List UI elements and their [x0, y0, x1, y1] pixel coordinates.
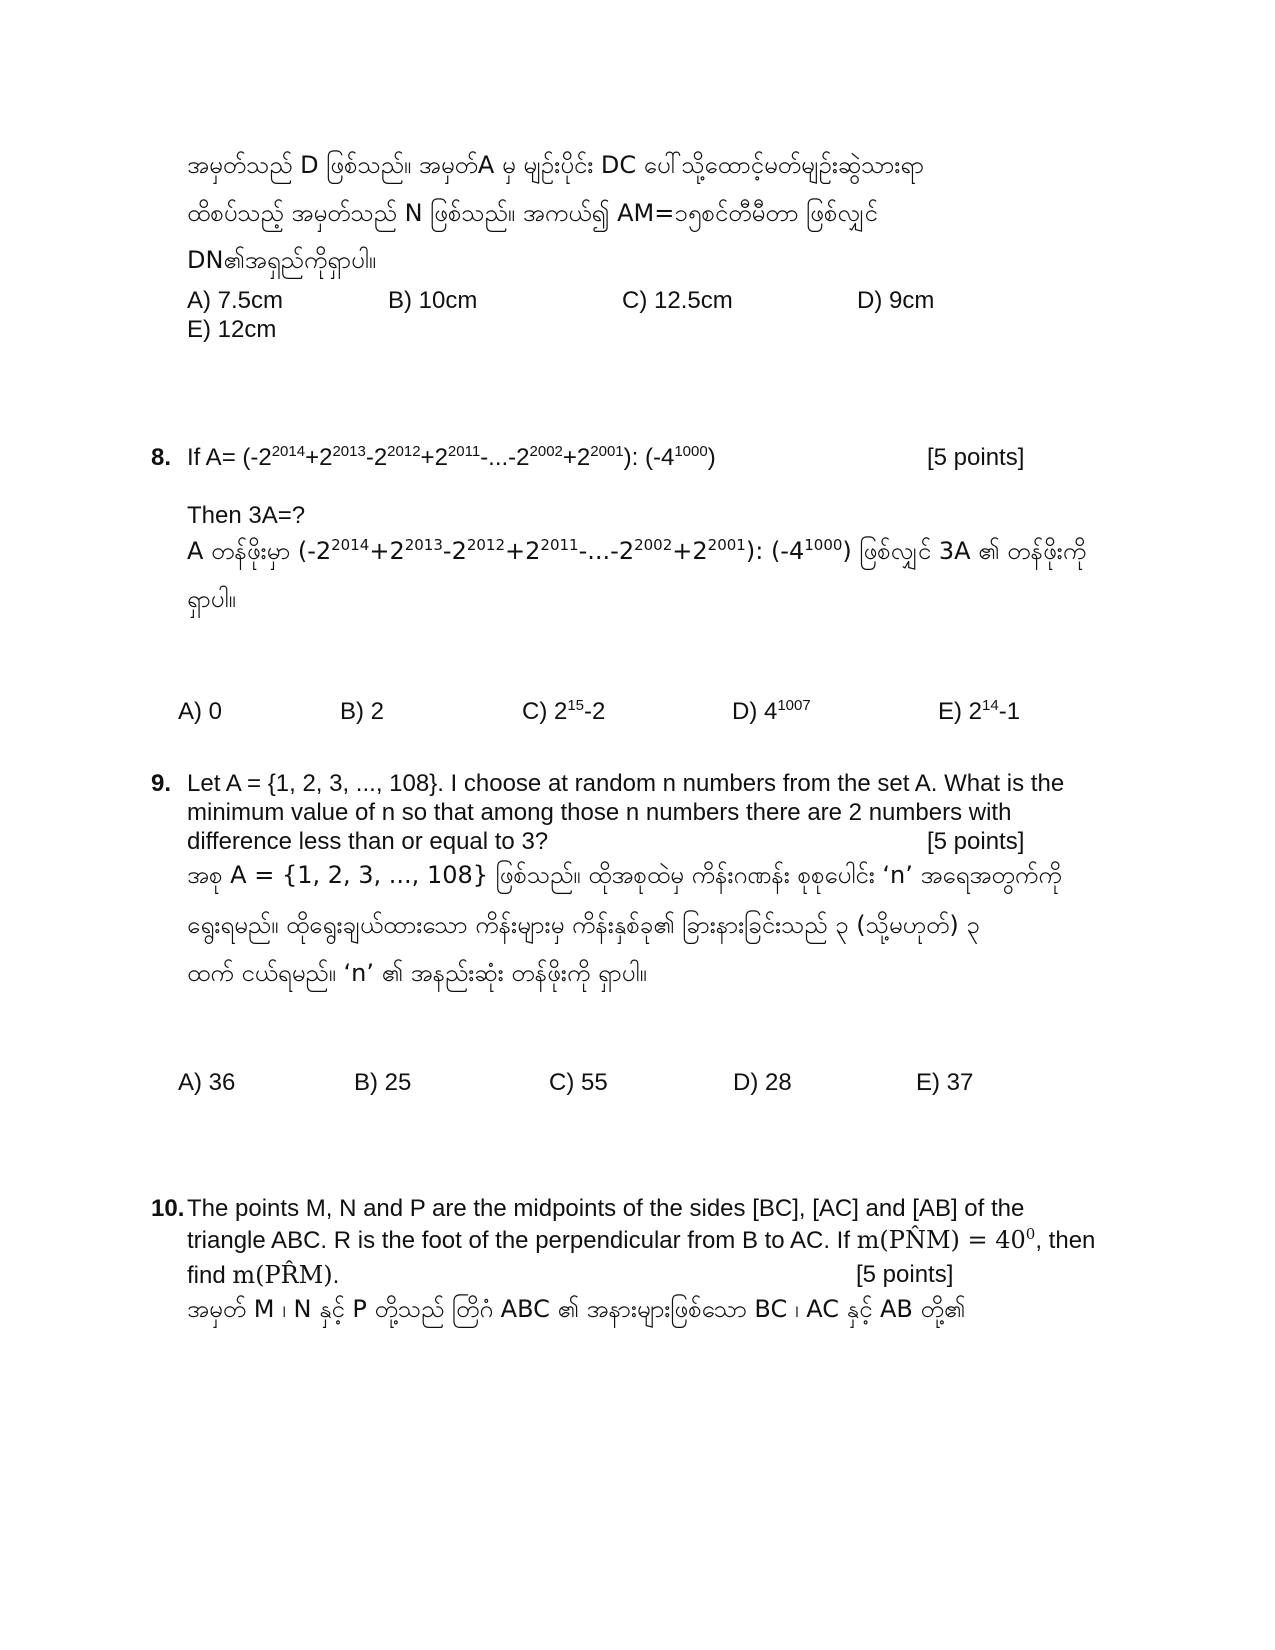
q10-line-3: find m(PR̂M).	[187, 1261, 340, 1289]
q7-line-3: DN၏အရှည်ကိုရှာပါ။	[187, 246, 377, 274]
question-number: 8.	[151, 444, 172, 471]
q8-then: Then 3A=?	[187, 502, 306, 529]
q8-prompt: If $A= (-2^{2014}+2^{2013}-2^{2012}+2^{2011}-...-2^{2002}+2^{2001})$: $(-4^{1000})$	[187, 443, 716, 471]
q7-option-a: A) 7.5cm	[187, 287, 284, 314]
question-number: 9.	[151, 770, 172, 797]
q9-myanmar-line-3: ထက် ငယ်ရမည်။ ‘n’ ၏ အနည်းဆုံး တန်ဖိုးကို ရှာပါ။	[187, 959, 647, 987]
q10-line-2: triangle ABC. R is the foot of the perpendicular from B to AC. If m(PN̂M) = $40^0$, then	[187, 1225, 1096, 1254]
q9-myanmar-line-2: ရွေးရမည်။ ထိုရွေးချယ်ထားသော ကိန်းများမှ ကိန်းနှစ်ခု၏ ခြားနားခြင်းသည် ၃ (သို့မဟုတ်) ၃	[187, 911, 980, 939]
q9-myanmar-line-1: အစု A = {1, 2, 3, ..., 108} ဖြစ်သည်။ ထိုအစုထဲမှ ကိန်းဂဏန်း စုစုပေါင်း ‘n’ အရေအတွက်ကို	[187, 861, 1062, 889]
q7-option-b: B) 10cm	[388, 287, 478, 314]
q8-myanmar-line-2: ရှာပါ။	[187, 585, 236, 613]
q7-option-d: D) 9cm	[857, 287, 935, 314]
q7-option-e: E) 12cm	[187, 316, 277, 343]
q10-line-1: The points M, N and P are the midpoints of the sides [BC], [AC] and [AB] of the	[187, 1195, 1025, 1222]
q8-option-e: E) $2^{14}-1$	[938, 697, 1021, 725]
q7-line-1: အမှတ်သည် D ဖြစ်သည်။ အမှတ်A မှ မျဉ်းပိုင်း DC ပေါ်သို့ထောင့်မတ်မျဉ်းဆွဲသားရာ	[187, 151, 924, 179]
points-label: [5 points]	[927, 828, 1025, 855]
q9-option-c: C) 55	[549, 1069, 608, 1096]
q9-option-a: A) 36	[178, 1069, 236, 1096]
q8-option-a: A) 0	[178, 698, 223, 725]
q8-option-c: C) $2^{15}-2$	[522, 697, 606, 725]
q9-line-1: Let A = {1, 2, 3, ..., 108}. I choose at random n numbers from the set A. What is the	[187, 770, 1065, 797]
points-label: [5 points]	[927, 444, 1025, 471]
question-number: 10.	[151, 1195, 185, 1222]
angle-expression: m(PN̂M) = 40	[856, 1226, 1026, 1254]
q7-option-c: C) 12.5cm	[622, 287, 733, 314]
q8-option-d: D) $4^{1007}$	[732, 697, 811, 725]
q9-option-e: E) 37	[916, 1069, 974, 1096]
q9-line-2: minimum value of n so that among those n numbers there are 2 numbers with	[187, 799, 1012, 826]
q9-option-d: D) 28	[733, 1069, 792, 1096]
points-label: [5 points]	[856, 1261, 954, 1288]
angle-expression: m(PR̂M)	[232, 1261, 333, 1289]
q8-option-b: B) 2	[340, 698, 385, 725]
q9-line-3: difference less than or equal to 3?	[187, 828, 549, 855]
q7-line-2: ထိစပ်သည့် အမှတ်သည် N ဖြစ်သည်။ အကယ်၍ AM=၁၅စင်တီမီတာ ဖြစ်လျှင်	[187, 199, 878, 227]
q8-myanmar-line-1: A တန်ဖိုးမှာ $(-2^{2014}+2^{2013}-2^{2012}+2^{2011}-...-2^{2002}+2^{2001})$: $(-4^{1000})$ ဖြစ်လျှင် 3A ၏ တန်ဖိုးကို	[187, 536, 1087, 565]
q9-option-b: B) 25	[354, 1069, 412, 1096]
q10-myanmar-line-1: အမှတ် M ၊ N နှင့် P တို့သည် တြိဂံ ABC ၏ အနားများဖြစ်သော BC ၊ AC နှင့် AB တို့၏	[187, 1295, 966, 1323]
